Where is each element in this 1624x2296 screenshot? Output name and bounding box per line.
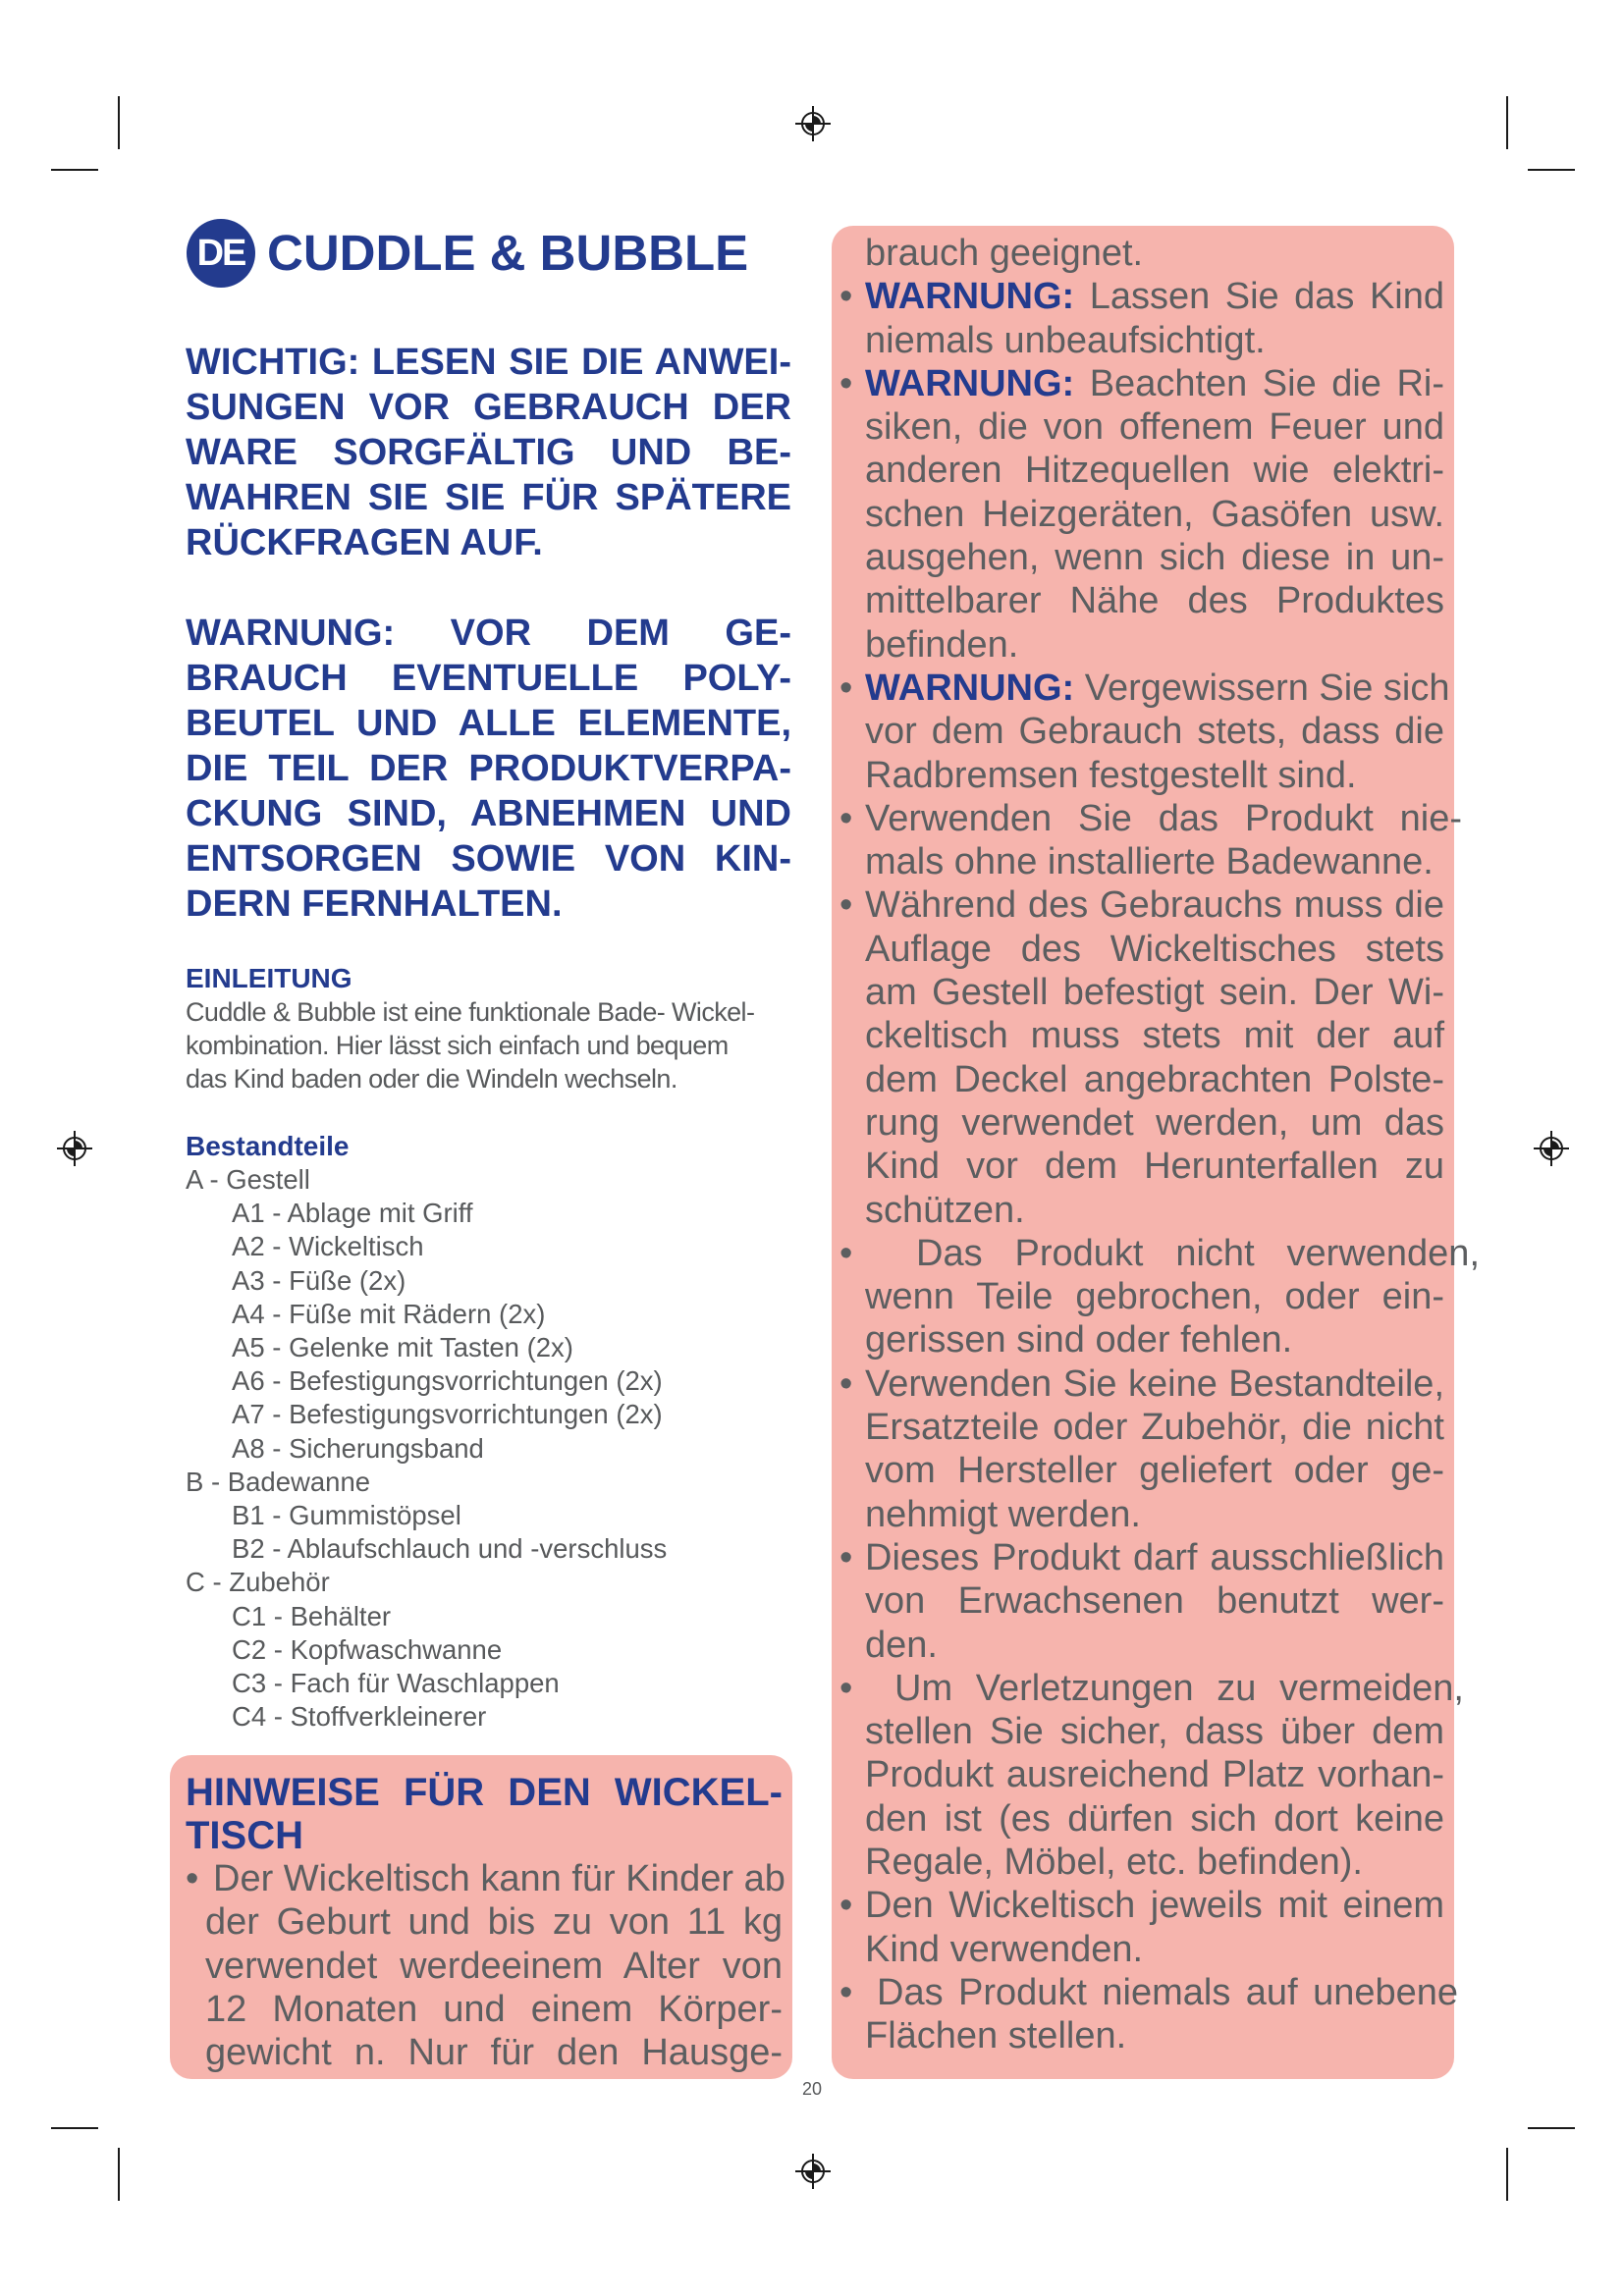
warning-text: am Gestell befestigt sein. Der Wi- — [865, 972, 1444, 1014]
registration-mark-icon — [55, 1129, 94, 1168]
warning-line: ENTSORGEN SOWIE VON KIN- — [186, 838, 791, 880]
part-subitem: B1 - Gummistöpsel — [232, 1500, 461, 1531]
warning-line: CKUNG SIND, ABNEHMEN UND — [186, 793, 791, 834]
language-badge: DE — [187, 219, 255, 288]
warning-text: brauch geeignet. — [865, 233, 1144, 274]
warning-text: Kind verwenden. — [865, 1928, 1144, 1970]
warning-text-line — [865, 1841, 1444, 1884]
warning-text-line — [865, 319, 1444, 362]
registration-mark-icon — [793, 2152, 833, 2191]
warning-bullet-line — [839, 1667, 1464, 1710]
warning-text: Lassen Sie das Kind — [1074, 276, 1444, 318]
warning-text-line — [865, 1318, 1444, 1362]
warning-text: den ist (es dürfen sich dort keine — [865, 1797, 1444, 1840]
part-subitem: A6 - Befestigungsvorrichtungen (2x) — [232, 1365, 663, 1397]
paragraph-line: das Kind baden oder die Windeln wechseln. — [186, 1064, 677, 1094]
packaging-warning — [186, 611, 791, 927]
bullet: • — [839, 1536, 853, 1578]
warning-text-line — [865, 1014, 1444, 1057]
warning-text: stellen Sie sicher, dass über dem — [865, 1711, 1444, 1753]
box-heading: HINWEISE FÜR DEN WICKEL- — [186, 1771, 783, 1814]
warning-text: Um Verletzungen zu vermeiden, — [894, 1667, 1464, 1709]
warning-text: dem Deckel angebrachten Polste- — [865, 1058, 1444, 1100]
warning-text: nehmigt werden. — [865, 1493, 1141, 1535]
warning-text: Vergewissern Sie sich — [1074, 667, 1450, 709]
warning-text-line — [865, 449, 1444, 492]
crop-mark — [1506, 2148, 1508, 2201]
crop-mark — [51, 169, 98, 171]
part-subitem: A1 - Ablage mit Griff — [232, 1198, 473, 1229]
box-heading: TISCH — [186, 1814, 303, 1857]
warning-text: Radbremsen festgestellt sind. — [865, 754, 1357, 796]
warning-text: Während des Gebrauchs muss die — [865, 884, 1444, 927]
warning-text: vom Hersteller geliefert oder ge- — [865, 1450, 1444, 1492]
warning-label: WARNUNG: — [865, 362, 1075, 404]
warning-text: Verwenden Sie keine Bestandteile, — [865, 1362, 1444, 1405]
warning-text: rung verwendet werden, um das — [865, 1101, 1444, 1144]
parts-rows — [186, 1163, 791, 1734]
warning-text-line — [865, 1145, 1444, 1188]
warning-text-line — [865, 754, 1444, 797]
warning-text: Beachten Sie die Ri- — [1074, 362, 1444, 404]
warning-text-line — [865, 1406, 1444, 1449]
bullet: • — [186, 1858, 199, 1899]
part-group: C - Zubehör — [186, 1567, 330, 1598]
warning-text: Den Wickeltisch jeweils mit einem — [865, 1885, 1444, 1927]
warning-text: mals ohne installierte Badewanne. — [865, 841, 1434, 883]
warning-text-line — [865, 623, 1444, 667]
warning-text: schützen. — [865, 1189, 1025, 1231]
warning-bullet-line — [839, 1362, 1444, 1406]
paragraph-line: Cuddle & Bubble ist eine funktionale Bade- Wickel- — [186, 997, 755, 1027]
warning-text-line — [865, 710, 1444, 753]
notes-line: 12 Monaten und einem Körper- — [205, 1988, 783, 2030]
crop-mark — [118, 2148, 120, 2201]
warning-text: Auflage des Wickeltisches stets — [865, 928, 1444, 970]
bullet: • — [839, 884, 853, 927]
warning-text-line — [865, 1797, 1444, 1841]
bullet: • — [839, 1362, 853, 1405]
registration-mark-icon — [793, 104, 833, 143]
important-line: WICHTIG: LESEN SIE DIE ANWEI- — [186, 342, 791, 383]
important-line: SUNGEN VOR GEBRAUCH DER — [186, 387, 791, 428]
warning-bullet-line — [839, 1884, 1444, 1927]
section-heading: EINLEITUNG — [186, 963, 352, 993]
page-title: CUDDLE & BUBBLE — [267, 225, 749, 281]
warning-bullet-line — [839, 883, 1444, 927]
page-number: 20 — [801, 2079, 823, 2099]
warning-text: den. — [865, 1624, 938, 1666]
part-subitem: C2 - Kopfwaschwanne — [232, 1633, 503, 1665]
warning-text-line — [865, 1449, 1444, 1492]
warning-text: Dieses Produkt darf ausschließlich — [865, 1536, 1444, 1578]
crop-mark — [1506, 96, 1508, 149]
crop-mark — [118, 96, 120, 149]
part-subitem: A2 - Wickeltisch — [232, 1231, 424, 1262]
warning-text-line — [865, 1189, 1444, 1232]
notes-line: • Der Wickeltisch kann für Kinder ab — [186, 1858, 785, 1899]
warning-text-line — [865, 928, 1444, 971]
warning-text-line — [865, 2014, 1444, 2057]
warning-text: gerissen sind oder fehlen. — [865, 1319, 1293, 1362]
warning-text-line — [865, 232, 1444, 275]
warning-text: ausgehen, wenn sich diese in un- — [865, 537, 1444, 579]
warning-bullet-line — [839, 362, 1444, 405]
bullet: • — [839, 276, 853, 318]
crop-mark — [51, 2127, 98, 2129]
important-line: WAHREN SIE SIE FÜR SPÄTERE — [186, 477, 791, 518]
warning-bullet-line — [839, 1536, 1444, 1579]
part-group: A - Gestell — [186, 1164, 310, 1195]
part-subitem: A4 - Füße mit Rädern (2x) — [232, 1298, 546, 1329]
bullet: • — [839, 1885, 853, 1927]
warning-text: mittelbarer Nähe des Produktes — [865, 580, 1444, 622]
warning-text: Flächen stellen. — [865, 2015, 1127, 2057]
warning-text-line — [865, 1058, 1444, 1101]
warning-text: Das Produkt niemals auf unebene — [877, 1971, 1458, 2013]
warnings-text — [839, 232, 1480, 2057]
crop-mark — [1528, 2127, 1575, 2129]
bullet: • — [839, 797, 853, 839]
part-subitem: A8 - Sicherungsband — [232, 1432, 484, 1464]
warning-line: BEUTEL UND ALLE ELEMENTE, — [186, 703, 791, 744]
warning-text-line — [865, 1275, 1444, 1318]
warning-text-line — [865, 1928, 1444, 1971]
bullet: • — [839, 1232, 853, 1274]
warning-text-line — [865, 536, 1444, 579]
warning-line: DIE TEIL DER PRODUKTVERPA- — [186, 748, 791, 789]
bullet: • — [839, 667, 853, 709]
notes-line: verwendet werdeeinem Alter von — [205, 1945, 783, 1987]
warning-text: niemals unbeaufsichtigt. — [865, 319, 1266, 361]
warning-bullet-line — [839, 797, 1462, 840]
introduction-section — [186, 962, 791, 1095]
warning-text: siken, die von offenem Feuer und — [865, 406, 1444, 449]
bullet: • — [839, 362, 853, 404]
crop-mark — [1528, 169, 1575, 171]
warning-text: Das Produkt nicht verwenden, — [916, 1232, 1480, 1274]
registration-mark-icon — [1532, 1129, 1571, 1168]
warning-text-line — [865, 1101, 1444, 1145]
warning-line: WARNUNG: VOR DEM GE- — [186, 613, 791, 654]
warning-text-line — [865, 971, 1444, 1014]
important-line: RÜCKFRAGEN AUF. — [186, 522, 543, 563]
warning-text-line — [865, 1493, 1444, 1536]
warning-text: anderen Hitzequellen wie elektri- — [865, 450, 1444, 492]
part-subitem: A5 - Gelenke mit Tasten (2x) — [232, 1332, 573, 1363]
warning-text: Verwenden Sie das Produkt nie- — [865, 797, 1462, 839]
warning-text: ckeltisch muss stets mit der auf — [865, 1015, 1444, 1057]
bullet: • — [839, 1667, 853, 1709]
warning-text: Regale, Möbel, etc. befinden). — [865, 1841, 1363, 1883]
warning-line: BRAUCH EVENTUELLE POLY- — [186, 658, 791, 699]
notes-line: der Geburt und bis zu von 11 kg — [205, 1901, 783, 1944]
warning-text: Kind vor dem Herunterfallen zu — [865, 1146, 1444, 1188]
warning-text: Produkt ausreichend Platz vorhan- — [865, 1754, 1444, 1796]
changing-table-notes-box — [170, 1755, 792, 2079]
warning-text-line — [865, 840, 1444, 883]
warning-text-line — [865, 405, 1444, 449]
part-subitem: C4 - Stoffverkleinerer — [232, 1701, 487, 1733]
warning-text-line — [865, 579, 1444, 622]
warning-text-line — [865, 1710, 1444, 1753]
warning-text: wenn Teile gebrochen, oder ein- — [865, 1276, 1444, 1318]
safety-warnings-box — [832, 226, 1480, 2079]
part-subitem: C1 - Behälter — [232, 1600, 392, 1631]
important-line: WARE SORGFÄLTIG UND BE- — [186, 432, 791, 473]
warning-label: WARNUNG: — [865, 276, 1075, 318]
warning-text: vor dem Gebrauch stets, dass die — [865, 711, 1444, 753]
paragraph-line: kombination. Hier lässt sich einfach und bequem — [186, 1031, 729, 1060]
part-subitem: C3 - Fach für Waschlappen — [232, 1668, 560, 1699]
part-subitem: A3 - Füße (2x) — [232, 1264, 406, 1296]
warning-text: befinden. — [865, 623, 1019, 666]
warning-text-line — [865, 493, 1444, 536]
section-heading: Bestandteile — [186, 1131, 350, 1161]
parts-list — [186, 1130, 791, 1734]
warning-label: WARNUNG: — [865, 667, 1075, 709]
warning-bullet-line — [839, 1971, 1458, 2014]
important-notice — [186, 340, 791, 565]
warning-text-line — [865, 1579, 1444, 1623]
part-subitem: B2 - Ablaufschlauch und -verschluss — [232, 1533, 668, 1565]
warning-bullet-line — [839, 667, 1450, 710]
warning-text-line — [865, 1753, 1444, 1796]
bullet: • — [839, 1971, 853, 2013]
warning-line: DERN FERNHALTEN. — [186, 883, 563, 925]
notes-line: gewicht n. Nur für den Hausge- — [205, 2032, 783, 2074]
warning-text-line — [865, 1624, 1444, 1667]
warning-text: Ersatzteile oder Zubehör, die nicht — [865, 1407, 1444, 1449]
warning-bullet-line — [839, 275, 1444, 318]
part-group: B - Badewanne — [186, 1466, 371, 1497]
warning-bullet-line — [839, 1232, 1480, 1275]
warning-text: von Erwachsenen benutzt wer- — [865, 1580, 1444, 1623]
part-subitem: A7 - Befestigungsvorrichtungen (2x) — [232, 1399, 663, 1430]
warning-text: schen Heizgeräten, Gasöfen usw. — [865, 493, 1444, 535]
